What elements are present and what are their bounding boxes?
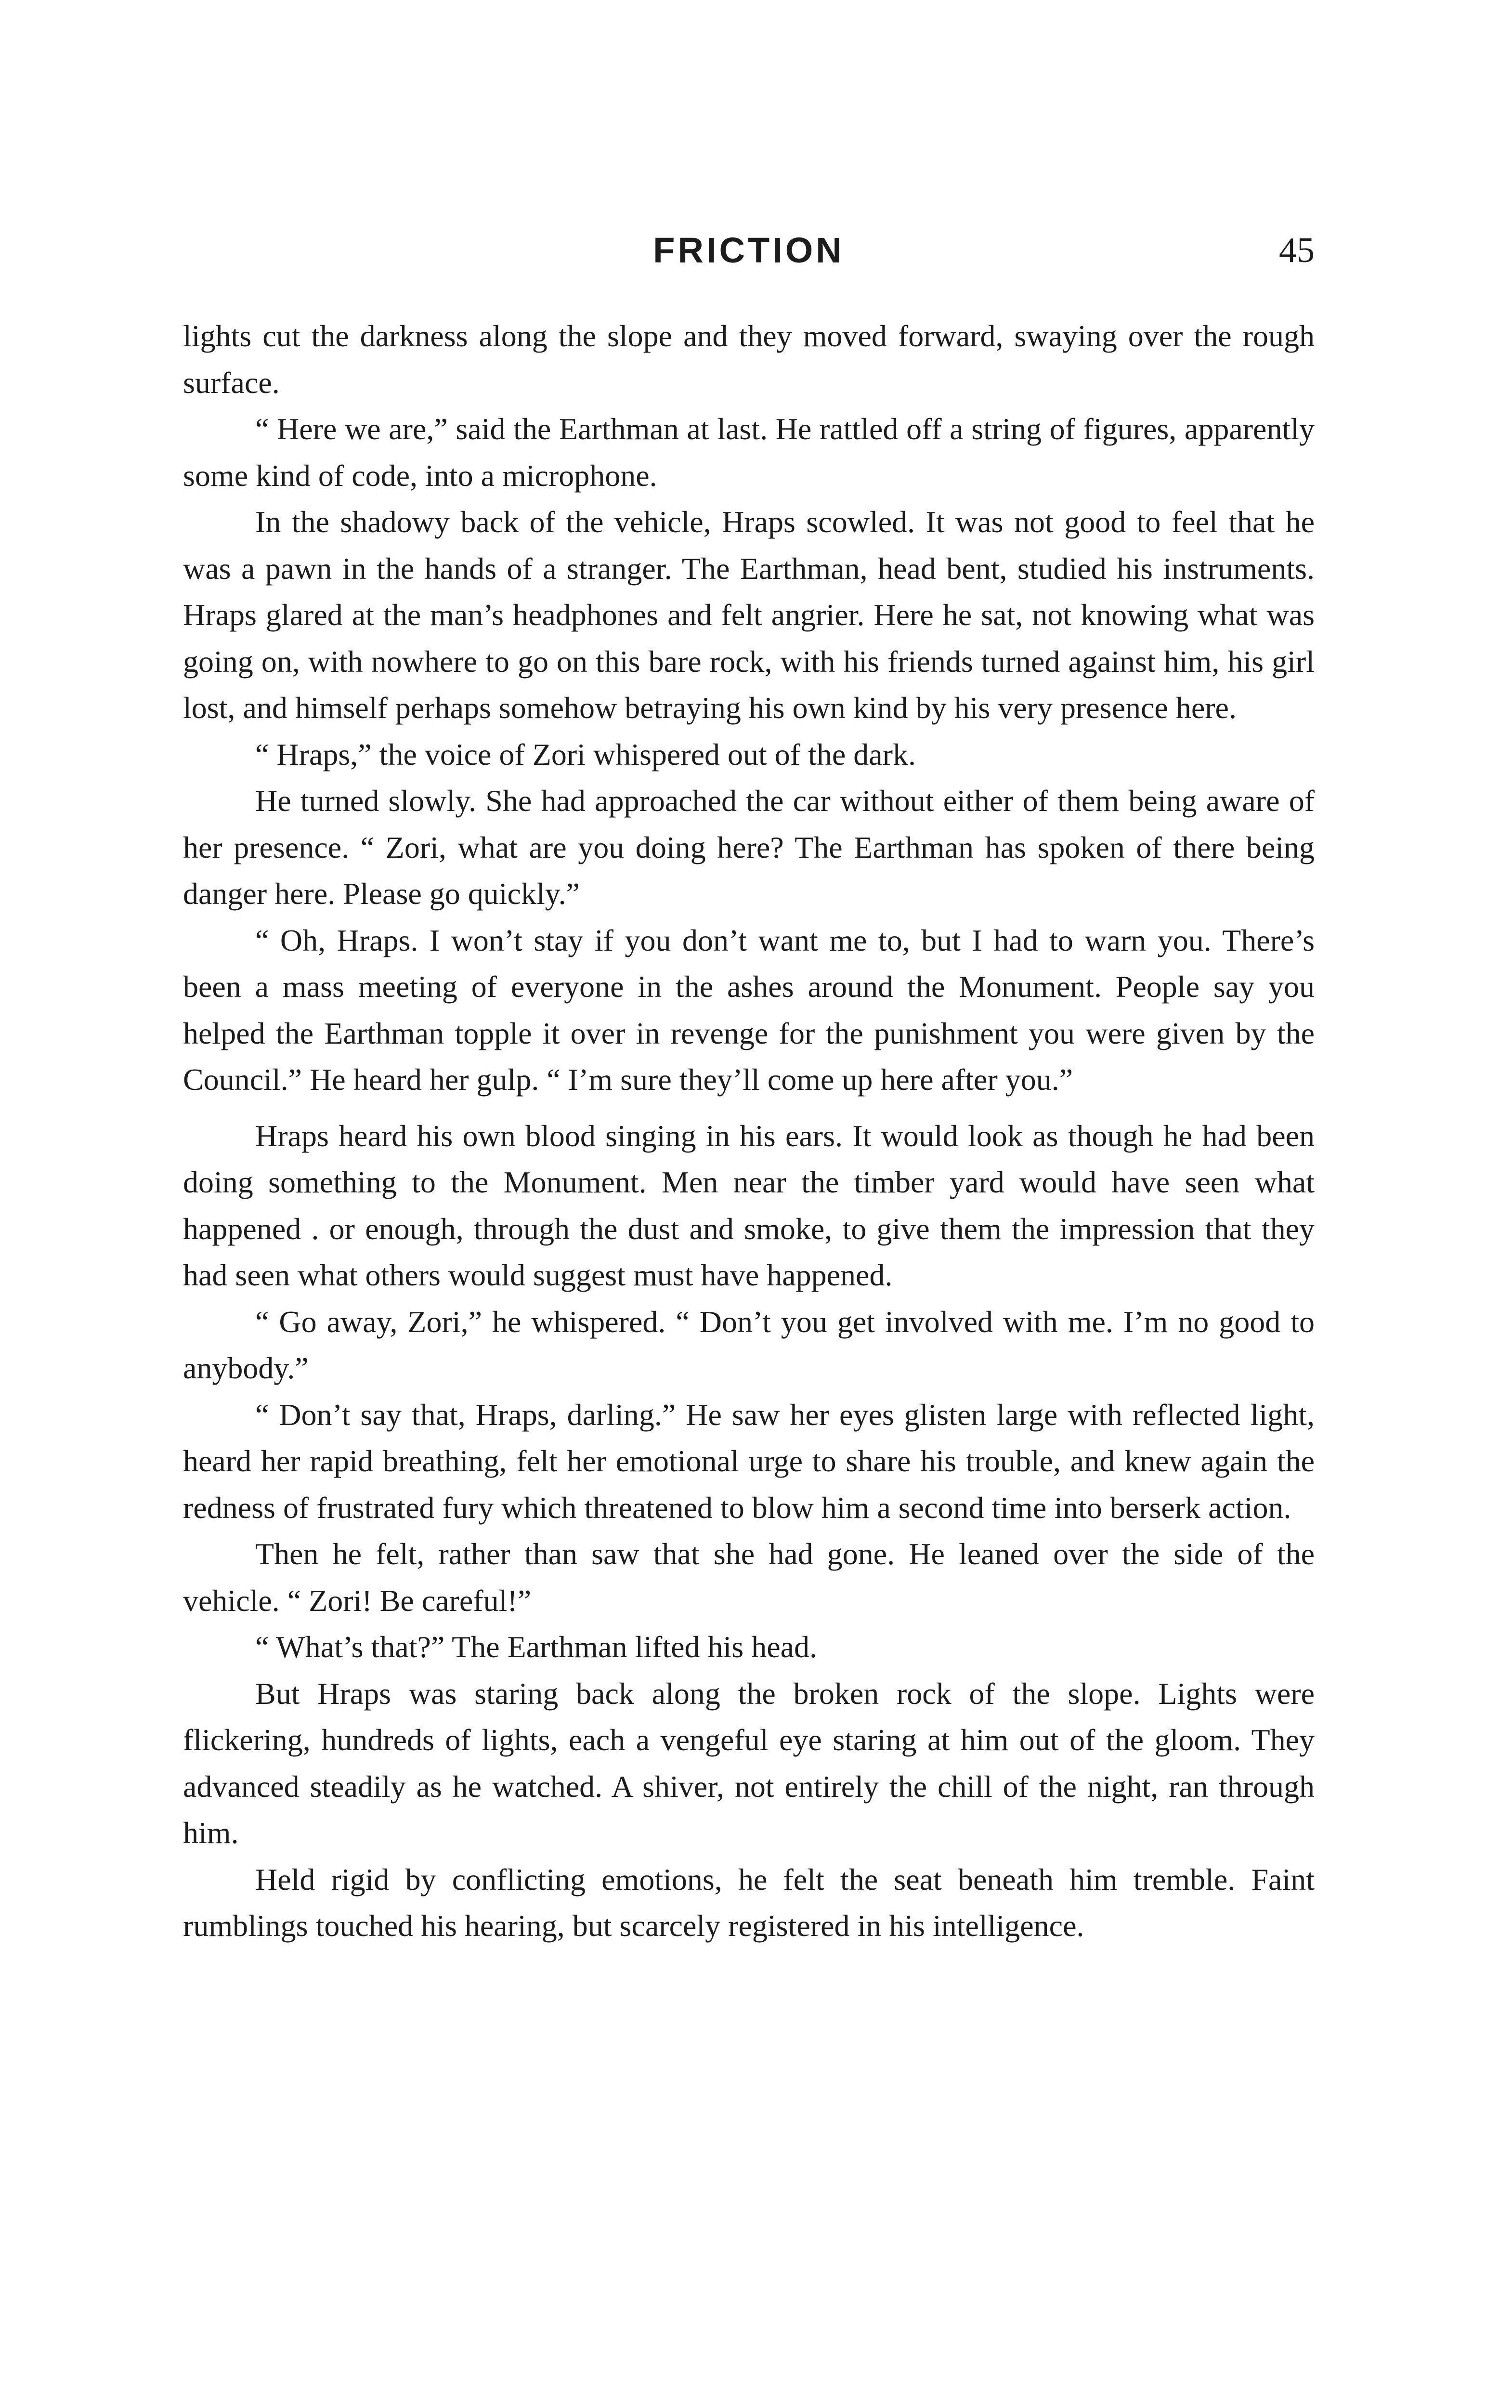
paragraph-12: But Hraps was staring back along the broken rock of the slope. Lights were flickering, hundreds of lights, each a vengeful eye staring at him out of the gloom. They advanced steadily as he watched. A shiver, not entirely the chill of the night, ran through him.	[183, 1676, 1315, 1850]
paragraph-13: Held rigid by conflicting emotions, he felt the seat beneath him tremble. Faint rumblings touched his hearing, but scarcely registered in his intelligence.	[183, 1862, 1315, 1943]
paragraph-10: Then he felt, rather than saw that she had gone. He leaned over the side of the vehicle. “ Zori! Be careful!”	[183, 1537, 1315, 1618]
page-number: 45	[1279, 231, 1315, 270]
paragraph-3: In the shadowy back of the vehicle, Hraps scowled. It was not good to feel that he was a pawn in the hands of a stranger. The Earthman, head bent, studied his instruments. Hraps glared at the man’s headphones and felt angrier. Here he sat, not knowing what was going on, with nowhere to go on this bare rock, with his friends turned against him, his girl lost, and himself perhaps somehow betraying his own kind by his very presence here.	[183, 505, 1315, 725]
paragraph-4: “ Hraps,” the voice of Zori whispered out of the dark.	[255, 737, 916, 772]
page-header	[183, 226, 1315, 284]
running-title: FRICTION	[653, 230, 845, 270]
paragraph-1: lights cut the darkness along the slope and they moved forward, swaying over the rough surface.	[183, 319, 1315, 400]
body-text	[183, 313, 1315, 1950]
paragraph-5: He turned slowly. She had approached the car without either of them being aware of her presence. “ Zori, what are you doing here? The Earthman has spoken of there being danger here. Please go quickly.”	[183, 784, 1315, 911]
paragraph-7: Hraps heard his own blood singing in his ears. It would look as though he had been doing something to the Monument. Men near the timber yard would have seen what happened . or enough, through the dust and smoke, to give them the impression that they had seen what others would suggest must have happened.	[183, 1118, 1315, 1292]
paragraph-6: “ Oh, Hraps. I won’t stay if you don’t want me to, but I had to warn you. There’s been a mass meeting of everyone in the ashes around the Monument. People say you helped the Earthman topple it over in revenge for the punishment you were given by the Council.” He heard her gulp. “ I’m sure they’ll come up here after you.”	[183, 923, 1315, 1097]
paragraph-9: “ Don’t say that, Hraps, darling.” He saw her eyes glisten large with reflected light, heard her rapid breathing, felt her emotional urge to share his trouble, and knew again the redness of frustrated fury which threatened to blow him a second time into berserk action.	[183, 1397, 1315, 1525]
paragraph-11: “ What’s that?” The Earthman lifted his head.	[255, 1630, 817, 1664]
paragraph-8: “ Go away, Zori,” he whispered. “ Don’t you get involved with me. I’m no good to anybody.”	[183, 1304, 1315, 1385]
paragraph-2: “ Here we are,” said the Earthman at last. He rattled off a string of figures, apparently some kind of code, into a microphone.	[183, 412, 1315, 493]
